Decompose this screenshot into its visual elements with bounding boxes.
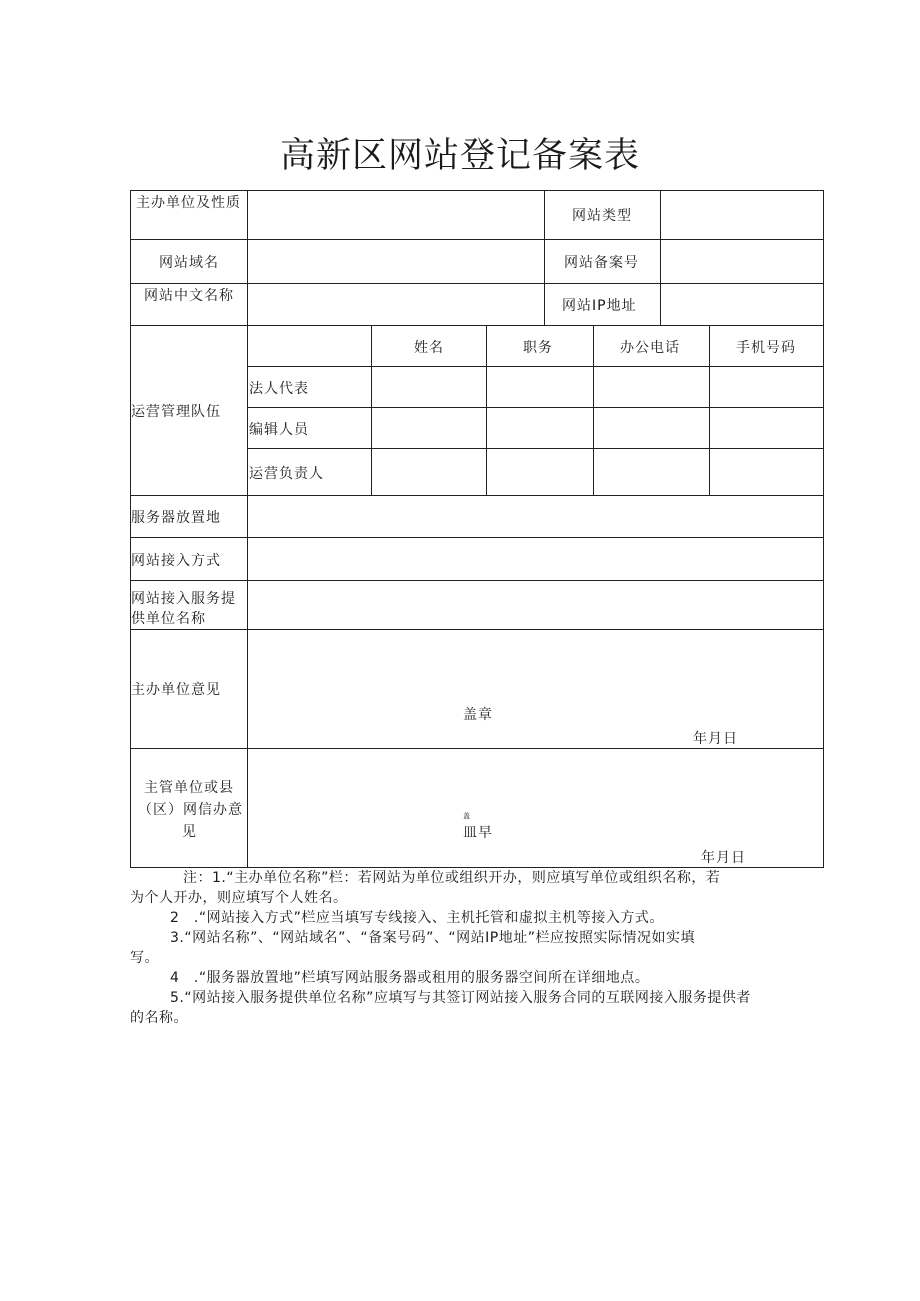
note-1b: 为个人开办，则应填写个人姓名。 — [130, 890, 348, 906]
host-opinion-label: 主办单位意见 — [131, 682, 221, 698]
header-office-phone: 办公电话 — [620, 340, 680, 356]
col-divider — [247, 190, 248, 868]
col-divider — [544, 190, 545, 325]
row-divider — [130, 495, 824, 496]
authority-label-2: （区）网信办意 — [138, 802, 243, 818]
row-editor: 编辑人员 — [249, 422, 309, 438]
registration-table — [130, 190, 824, 868]
row-ops-lead: 运营负责人 — [249, 466, 324, 482]
header-name: 姓名 — [414, 340, 444, 356]
header-position: 职务 — [523, 340, 553, 356]
row-divider — [130, 537, 824, 538]
note-3a: 3.“网站名称”、“网站域名”、“备案号码”、“网站IP地址”栏应按照实际情况如实填 — [170, 930, 695, 946]
row-divider — [130, 629, 824, 630]
row-divider — [130, 239, 824, 240]
row-divider — [130, 325, 824, 326]
row-divider — [247, 407, 824, 408]
provider-label-1: 网站接入服务提 — [131, 591, 236, 607]
note-2: 2 .“网站接入方式”栏应当填写专线接入、主机托管和虚拟主机等接入方式。 — [170, 910, 664, 926]
header-mobile: 手机号码 — [736, 340, 796, 356]
date-text-2: 年月日 — [701, 850, 746, 866]
ip-label: 网站IP地址 — [562, 298, 637, 314]
cn-name-label: 网站中文名称 — [144, 288, 234, 304]
note-4: 4 .“服务器放置地”栏填写网站服务器或租用的服务器空间所在详细地点。 — [170, 970, 650, 986]
note-5b: 的名称。 — [130, 1010, 188, 1026]
authority-label-3: 见 — [182, 824, 197, 840]
domain-label: 网站域名 — [159, 255, 219, 271]
authority-label-1: 主管单位或县 — [144, 780, 234, 796]
date-text: 年月日 — [693, 731, 738, 747]
row-divider — [247, 366, 824, 367]
note-5a: 5.“网站接入服务提供单位名称”应填写与其签订网站接入服务合同的互联网接入服务提供者 — [170, 990, 751, 1006]
provider-label-2: 供单位名称 — [131, 611, 206, 627]
row-divider — [247, 448, 824, 449]
site-type-label: 网站类型 — [572, 208, 632, 224]
server-label: 服务器放置地 — [131, 510, 221, 526]
note-3b: 写。 — [130, 950, 159, 966]
access-label: 网站接入方式 — [131, 553, 221, 569]
col-divider — [486, 325, 487, 495]
col-divider — [593, 325, 594, 495]
note-1a: 注：1.“主办单位名称”栏：若网站为单位或组织开办，则应填写单位或组织名称，若 — [183, 870, 721, 886]
row-legal-rep: 法人代表 — [249, 381, 309, 397]
host-unit-label: 主办单位及性质 — [136, 195, 241, 211]
stamp-small-text: 盖 — [463, 812, 471, 820]
col-divider — [371, 325, 372, 495]
row-divider — [130, 283, 824, 284]
col-divider — [709, 325, 710, 495]
team-label: 运营管理队伍 — [131, 404, 221, 420]
stamp-text: 盖章 — [463, 707, 493, 723]
form-title: 高新区网站登记备案表 — [279, 136, 640, 176]
stamp-text-2: 皿早 — [463, 825, 493, 841]
row-divider — [130, 748, 824, 749]
record-no-label: 网站备案号 — [564, 255, 639, 271]
col-divider — [660, 190, 661, 325]
notes-section — [130, 868, 820, 1028]
row-divider — [130, 580, 824, 581]
